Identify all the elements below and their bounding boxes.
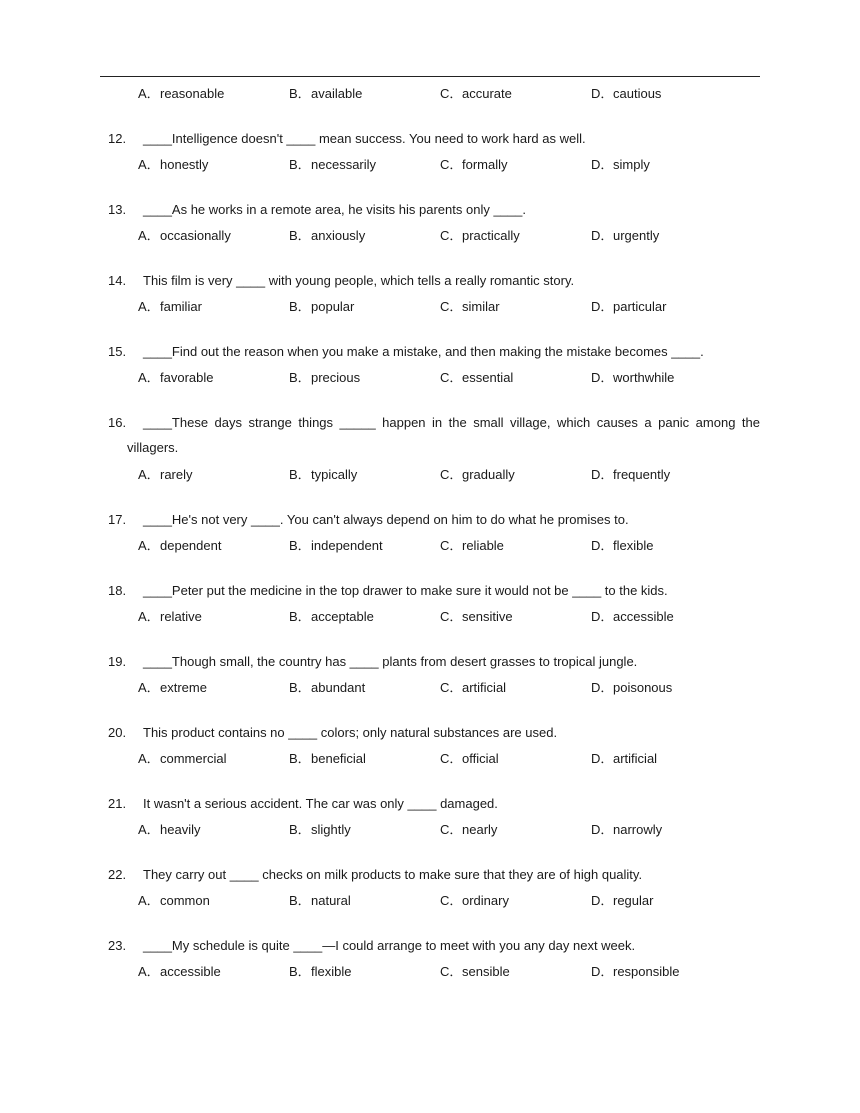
question-stem	[100, 411, 760, 435]
question-item	[100, 269, 760, 317]
option-c[interactable]: C．reliable	[440, 537, 504, 553]
option-a[interactable]: A．extreme	[138, 679, 207, 695]
question-stem	[100, 508, 760, 532]
option-row	[100, 674, 760, 698]
option-a[interactable]: A．common	[138, 892, 210, 908]
option-d[interactable]: D．narrowly	[591, 821, 663, 837]
question-item	[100, 934, 760, 982]
option-row	[100, 816, 760, 840]
option-b[interactable]: B．natural	[289, 892, 351, 908]
question-number: 14.	[108, 273, 127, 288]
question-stem	[100, 934, 760, 958]
question-item	[100, 198, 760, 246]
question-continuation: villagers.	[127, 440, 179, 455]
question-page	[100, 80, 760, 982]
option-b[interactable]: B．typically	[289, 466, 358, 482]
question-text: This product contains no ____ colors; only natural substances are used.	[143, 725, 558, 740]
option-a[interactable]: A．heavily	[138, 821, 201, 837]
option-c[interactable]: C．artificial	[440, 679, 507, 695]
option-b[interactable]: B．anxiously	[289, 227, 366, 243]
option-d[interactable]: D．responsible	[591, 963, 680, 979]
option-d[interactable]: D．urgently	[591, 227, 660, 243]
question-number: 12.	[108, 131, 127, 146]
option-c[interactable]: C．accurate	[440, 85, 512, 101]
question-item	[100, 863, 760, 911]
option-d[interactable]: D．particular	[591, 298, 667, 314]
question-number: 22.	[108, 867, 127, 882]
option-a[interactable]: A．relative	[138, 608, 202, 624]
question-number: 16.	[108, 415, 127, 430]
question-text: ____These days strange things _____ happen in the small village, which causes a panic among the	[143, 415, 760, 430]
option-c[interactable]: C．sensible	[440, 963, 510, 979]
question-stem	[100, 792, 760, 816]
question-stem	[100, 863, 760, 887]
option-a[interactable]: A．accessible	[138, 963, 221, 979]
option-a[interactable]: A．favorable	[138, 369, 214, 385]
question-stem	[100, 127, 760, 151]
option-d[interactable]: D．frequently	[591, 466, 671, 482]
question-number: 23.	[108, 938, 127, 953]
question-number: 18.	[108, 583, 127, 598]
question-text: They carry out ____ checks on milk products to make sure that they are of high quality.	[143, 867, 643, 882]
question-number: 20.	[108, 725, 127, 740]
option-c[interactable]: C．similar	[440, 298, 500, 314]
option-c[interactable]: C．essential	[440, 369, 514, 385]
option-b[interactable]: B．independent	[289, 537, 383, 553]
option-row	[100, 887, 760, 911]
option-b[interactable]: B．abundant	[289, 679, 366, 695]
question-text: ____Though small, the country has ____ plants from desert grasses to tropical jungle.	[143, 654, 638, 669]
question-text: This film is very ____ with young people, which tells a really romantic story.	[143, 273, 575, 288]
question-number: 19.	[108, 654, 127, 669]
option-c[interactable]: C．formally	[440, 156, 508, 172]
question-stem	[100, 269, 760, 293]
option-row	[100, 293, 760, 317]
option-b[interactable]: B．available	[289, 85, 363, 101]
option-b[interactable]: B．flexible	[289, 963, 352, 979]
option-c[interactable]: C．official	[440, 750, 499, 766]
question-stem	[100, 340, 760, 364]
option-d[interactable]: D．simply	[591, 156, 650, 172]
question-item	[100, 792, 760, 840]
question-text: ____Peter put the medicine in the top drawer to make sure it would not be ____ to the kids.	[143, 583, 668, 598]
option-d[interactable]: D．poisonous	[591, 679, 673, 695]
option-row	[100, 461, 760, 485]
question-stem	[100, 579, 760, 603]
option-row	[100, 532, 760, 556]
option-c[interactable]: C．practically	[440, 227, 520, 243]
option-b[interactable]: B．beneficial	[289, 750, 366, 766]
question-stem	[100, 650, 760, 674]
option-b[interactable]: B．slightly	[289, 821, 351, 837]
option-a[interactable]: A．familiar	[138, 298, 202, 314]
option-row	[100, 958, 760, 982]
question-item	[100, 340, 760, 388]
question-number: 21.	[108, 796, 127, 811]
option-b[interactable]: B．precious	[289, 369, 361, 385]
option-row	[100, 364, 760, 388]
option-a[interactable]: A．reasonable	[138, 85, 225, 101]
option-c[interactable]: C．nearly	[440, 821, 498, 837]
option-b[interactable]: B．necessarily	[289, 156, 377, 172]
option-d[interactable]: D．flexible	[591, 537, 654, 553]
option-c[interactable]: C．ordinary	[440, 892, 509, 908]
carryover-options	[100, 80, 760, 104]
question-number: 17.	[108, 512, 127, 527]
question-text: ____Find out the reason when you make a mistake, and then making the mistake becomes ____.	[143, 344, 704, 359]
option-d[interactable]: D．artificial	[591, 750, 658, 766]
question-number: 15.	[108, 344, 127, 359]
option-c[interactable]: C．gradually	[440, 466, 515, 482]
question-item	[100, 650, 760, 698]
question-stem	[100, 198, 760, 222]
question-item	[100, 579, 760, 627]
question-number: 13.	[108, 202, 127, 217]
question-item	[100, 127, 760, 175]
option-a[interactable]: A．occasionally	[138, 227, 231, 243]
question-text: ____As he works in a remote area, he visits his parents only ____.	[143, 202, 526, 217]
option-row	[100, 745, 760, 769]
option-a[interactable]: A．honestly	[138, 156, 209, 172]
option-a[interactable]: A．commercial	[138, 750, 227, 766]
question-text: ____My schedule is quite ____—I could arrange to meet with you any day next week.	[143, 938, 636, 953]
question-item	[100, 411, 760, 485]
question-stem	[100, 721, 760, 745]
option-row	[100, 603, 760, 627]
question-text: It wasn't a serious accident. The car was only ____ damaged.	[143, 796, 498, 811]
question-text: ____Intelligence doesn't ____ mean success. You need to work hard as well.	[143, 131, 586, 146]
option-d[interactable]: D．regular	[591, 892, 654, 908]
option-row	[100, 151, 760, 175]
question-text: ____He's not very ____. You can't always depend on him to do what he promises to.	[143, 512, 629, 527]
option-row	[100, 222, 760, 246]
question-item	[100, 508, 760, 556]
option-a[interactable]: A．dependent	[138, 537, 222, 553]
option-d[interactable]: D．accessible	[591, 608, 674, 624]
option-d[interactable]: D．cautious	[591, 85, 662, 101]
question-item	[100, 721, 760, 769]
option-b[interactable]: B．popular	[289, 298, 355, 314]
header-rule	[100, 76, 760, 77]
option-d[interactable]: D．worthwhile	[591, 369, 675, 385]
option-b[interactable]: B．acceptable	[289, 608, 374, 624]
option-a[interactable]: A．rarely	[138, 466, 193, 482]
option-c[interactable]: C．sensitive	[440, 608, 513, 624]
